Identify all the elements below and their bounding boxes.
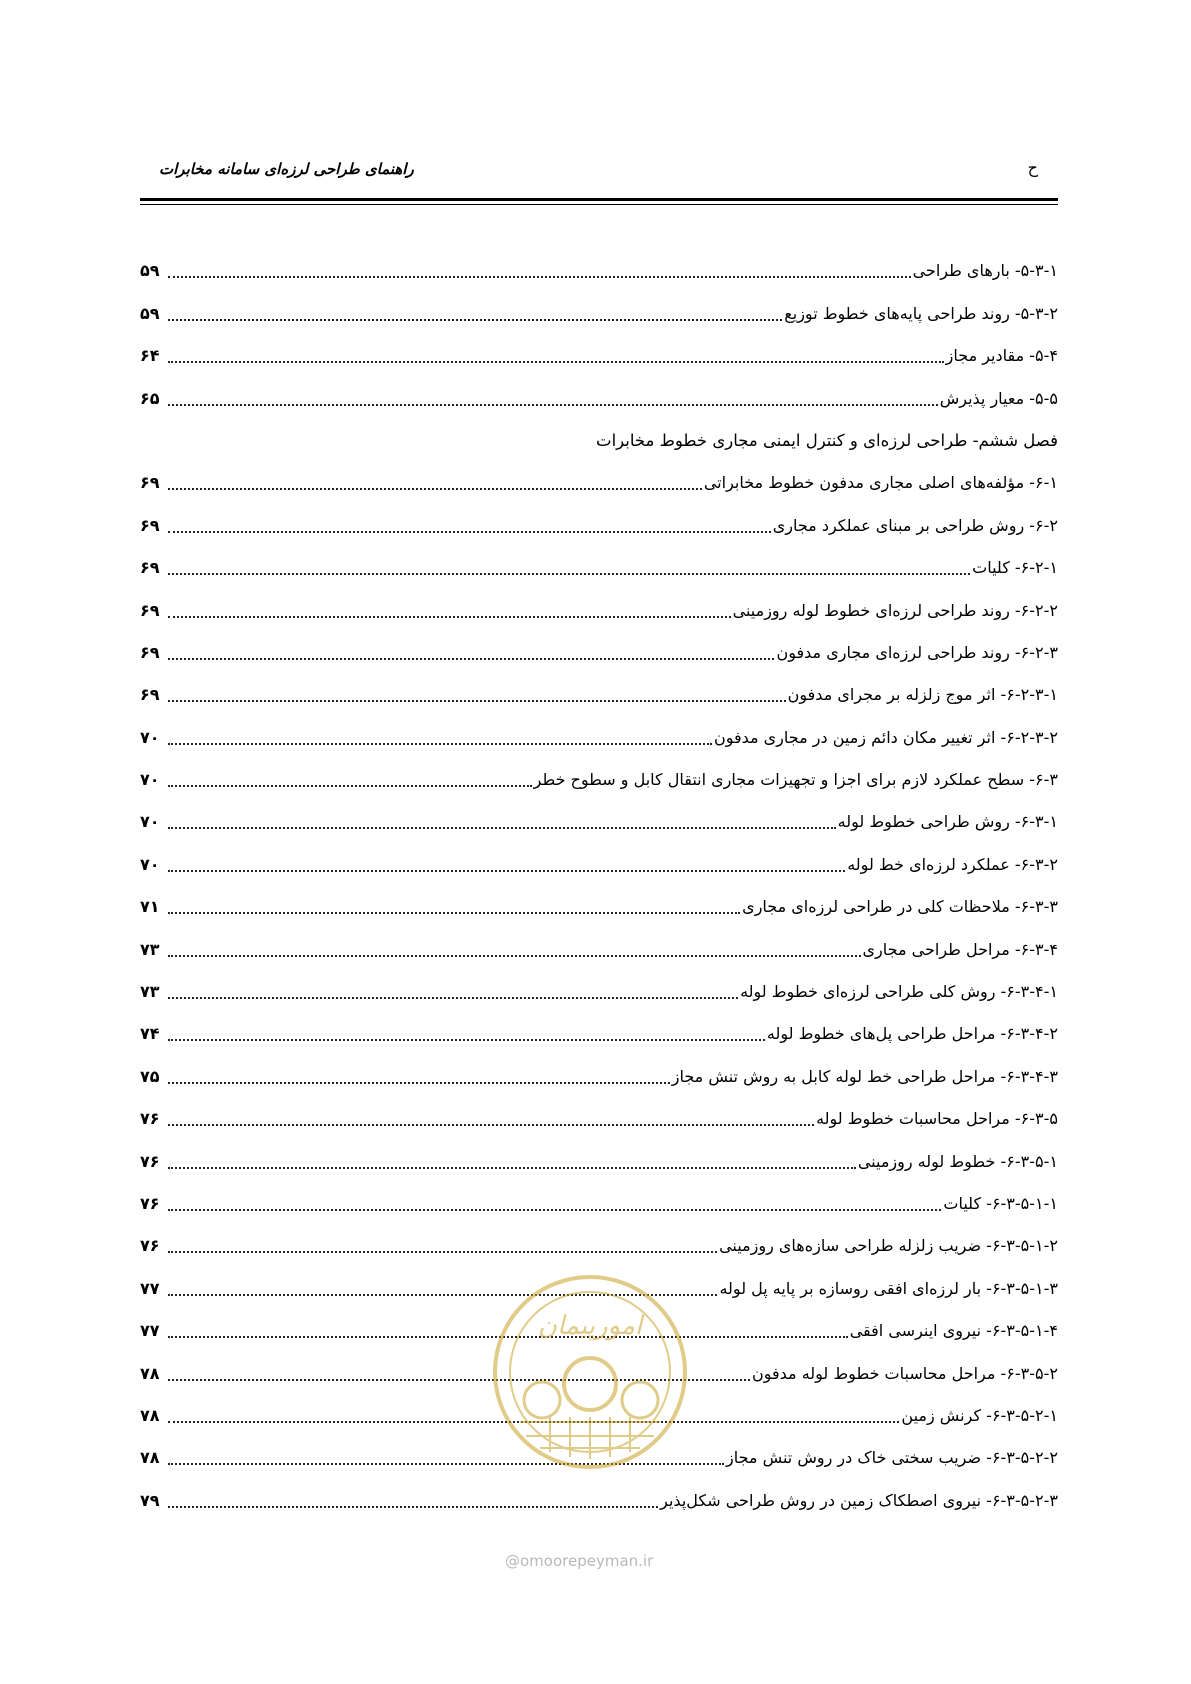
page-number-letter: ح bbox=[1027, 158, 1038, 177]
toc-dot-leader bbox=[168, 1039, 765, 1041]
toc-entry-label: ۶-۳-۴-۲- مراحل طراحی پل‌های خطوط لوله bbox=[766, 1024, 1058, 1044]
toc-page-number: ۷۸ bbox=[140, 1448, 160, 1468]
toc-entry bbox=[140, 668, 1058, 710]
toc-dot-leader bbox=[168, 531, 771, 533]
toc-entry-label: ۵-۳-۲- روند طراحی پایه‌های خطوط توزیع bbox=[784, 303, 1058, 323]
toc-entry bbox=[140, 1134, 1058, 1176]
toc-entry bbox=[140, 626, 1058, 668]
toc-entry bbox=[140, 583, 1058, 625]
toc-dot-leader bbox=[168, 616, 731, 618]
toc-entry bbox=[140, 965, 1058, 1007]
toc-entry-label: ۶-۳-۵-۱-۴- نیروی اینرسی افقی bbox=[849, 1321, 1058, 1341]
toc-entry-label: ۶-۳-۱- روش طراحی خطوط لوله bbox=[837, 812, 1058, 832]
toc-entry-label: ۶-۳-۴-۳- مراحل طراحی خط لوله کابل به روش تنش مجاز bbox=[671, 1066, 1058, 1086]
toc-entry bbox=[140, 795, 1058, 837]
toc-dot-leader bbox=[168, 870, 845, 872]
toc-dot-leader bbox=[168, 1124, 814, 1126]
toc-dot-leader bbox=[168, 361, 944, 363]
toc-entry-label: ۶-۲-۳- روند طراحی لرزه‌ای مجاری مدفون bbox=[776, 642, 1058, 662]
toc-entry-label: ۶-۱- مؤلفه‌های اصلی مجاری مدفون خطوط مخابراتی bbox=[703, 473, 1058, 493]
toc-entry bbox=[140, 1092, 1058, 1134]
toc-entry-label: ۶-۳-۵- مراحل محاسبات خطوط لوله bbox=[816, 1109, 1058, 1129]
toc-page-number: ۷۰ bbox=[140, 812, 160, 832]
toc-entry bbox=[140, 244, 1058, 286]
toc-entry-label: ۶-۳-۵-۱- خطوط لوله روزمینی bbox=[857, 1151, 1058, 1171]
toc-entry-label: ۵-۳-۱- بارهای طراحی bbox=[912, 261, 1058, 281]
toc-page-number: ۷۶ bbox=[140, 1109, 160, 1129]
header-rule-thick bbox=[140, 198, 1058, 201]
toc-dot-leader bbox=[168, 1506, 658, 1508]
toc-entry-label: فصل ششم- طراحی لرزه‌ای و کنترل ایمنی مجاری خطوط مخابرات bbox=[596, 430, 1058, 450]
toc-entry-label: ۶-۳-۵-۲-۲- ضریب سختی خاک در روش تنش مجاز bbox=[725, 1448, 1058, 1468]
toc-entry bbox=[140, 1219, 1058, 1261]
toc-entry-label: ۵-۵- معیار پذیرش bbox=[939, 388, 1058, 408]
toc-page-number: ۷۶ bbox=[140, 1151, 160, 1171]
toc-page-number: ۷۷ bbox=[140, 1321, 160, 1341]
toc-dot-leader bbox=[168, 1167, 856, 1169]
toc-entry bbox=[140, 880, 1058, 922]
toc-dot-leader bbox=[168, 700, 786, 702]
toc-page-number: ۷۹ bbox=[140, 1490, 160, 1510]
toc-page-number: ۷۳ bbox=[140, 939, 160, 959]
toc-dot-leader bbox=[168, 1082, 670, 1084]
toc-dot-leader bbox=[168, 912, 740, 914]
toc-entry-label: ۶-۳-۵-۲- مراحل محاسبات خطوط لوله مدفون bbox=[751, 1363, 1058, 1383]
toc-page-number: ۷۵ bbox=[140, 1066, 160, 1086]
toc-page-number: ۵۹ bbox=[140, 261, 160, 281]
toc-entry-label: ۶-۲-۱- کلیات bbox=[972, 558, 1058, 578]
stamp-text: امورپیمان bbox=[537, 1311, 643, 1341]
toc-entry-label: ۶-۳-۵-۱-۱- کلیات bbox=[943, 1193, 1058, 1213]
toc-entry bbox=[140, 371, 1058, 413]
toc-dot-leader bbox=[168, 785, 532, 787]
toc-dot-leader bbox=[168, 658, 774, 660]
toc-dot-leader bbox=[168, 404, 938, 406]
toc-page-number: ۶۹ bbox=[140, 558, 160, 578]
toc-page-number: ۶۵ bbox=[140, 388, 160, 408]
toc-entry-label: ۶-۳-۵-۱-۲- ضریب زلزله طراحی سازه‌های روزمینی bbox=[719, 1236, 1058, 1256]
toc-dot-leader bbox=[168, 1209, 941, 1211]
watermark-url: @omoorepeyman.ir bbox=[505, 1552, 654, 1570]
toc-dot-leader bbox=[168, 1251, 717, 1253]
toc-entry bbox=[140, 541, 1058, 583]
toc-page-number: ۷۸ bbox=[140, 1363, 160, 1383]
toc-page-number: ۷۷ bbox=[140, 1278, 160, 1298]
toc-entry bbox=[140, 286, 1058, 328]
toc-page-number: ۶۹ bbox=[140, 515, 160, 535]
toc-dot-leader bbox=[168, 488, 702, 490]
toc-page-number: ۶۴ bbox=[140, 346, 160, 366]
toc-page-number: ۷۰ bbox=[140, 770, 160, 790]
toc-chapter-heading bbox=[140, 414, 1058, 456]
toc-page-number: ۶۹ bbox=[140, 473, 160, 493]
toc-page-number: ۷۳ bbox=[140, 982, 160, 1002]
toc-dot-leader bbox=[168, 997, 738, 999]
toc-entry-label: ۵-۴- مقادیر مجاز bbox=[945, 346, 1058, 366]
toc-entry-label: ۶-۳-۵-۱-۳- بار لرزه‌ای افقی روسازه بر پایه پل لوله bbox=[719, 1278, 1058, 1298]
toc-entry bbox=[140, 1049, 1058, 1091]
toc-entry bbox=[140, 922, 1058, 964]
toc-entry bbox=[140, 498, 1058, 540]
toc-page-number: ۶۹ bbox=[140, 600, 160, 620]
toc-page-number: ۶۹ bbox=[140, 642, 160, 662]
toc-page-number: ۷۰ bbox=[140, 727, 160, 747]
toc-entry-label: ۶-۲- روش طراحی بر مبنای عملکرد مجاری bbox=[772, 515, 1058, 535]
toc-dot-leader bbox=[168, 827, 836, 829]
toc-entry bbox=[140, 1177, 1058, 1219]
toc-dot-leader bbox=[168, 955, 861, 957]
toc-entry-label: ۶-۳-۴-۱- روش کلی طراحی لرزه‌ای خطوط لوله bbox=[740, 982, 1058, 1002]
publisher-stamp-icon bbox=[490, 1272, 690, 1472]
toc-entry bbox=[140, 710, 1058, 752]
toc-dot-leader bbox=[168, 319, 782, 321]
toc-dot-leader bbox=[168, 276, 911, 278]
toc-entry-label: ۶-۲-۲- روند طراحی لرزه‌ای خطوط لوله روزمینی bbox=[732, 600, 1058, 620]
toc-page-number: ۷۸ bbox=[140, 1405, 160, 1425]
toc-page-number: ۵۹ bbox=[140, 303, 160, 323]
toc-page-number: ۷۶ bbox=[140, 1193, 160, 1213]
toc-dot-leader bbox=[168, 573, 970, 575]
toc-entry-label: ۶-۳-۲- عملکرد لرزه‌ای خط لوله bbox=[847, 854, 1058, 874]
toc-entry-label: ۶-۲-۳-۲- اثر تغییر مکان دائم زمین در مجاری مدفون bbox=[713, 727, 1058, 747]
toc-entry-label: ۶-۳- سطح عملکرد لازم برای اجزا و تجهیزات مجاری انتقال کابل و سطوح خطر bbox=[533, 770, 1058, 790]
toc-entry-label: ۶-۲-۳-۱- اثر موج زلزله بر مجرای مدفون bbox=[787, 685, 1058, 705]
toc-page-number: ۶۹ bbox=[140, 685, 160, 705]
toc-page-number: ۷۴ bbox=[140, 1024, 160, 1044]
toc-entry-label: ۶-۳-۴- مراحل طراحی مجاری bbox=[862, 939, 1058, 959]
toc-page-number: ۷۱ bbox=[140, 897, 160, 917]
toc-entry bbox=[140, 1473, 1058, 1515]
toc-entry bbox=[140, 753, 1058, 795]
toc-entry bbox=[140, 329, 1058, 371]
toc-entry-label: ۶-۳-۵-۲-۱- کرنش زمین bbox=[901, 1405, 1058, 1425]
toc-entry bbox=[140, 456, 1058, 498]
toc-entry bbox=[140, 1007, 1058, 1049]
document-title: راهنمای طراحی لرزه‌ای سامانه مخابرات bbox=[159, 160, 414, 178]
toc-entry-label: ۶-۳-۳- ملاحظات کلی در طراحی لرزه‌ای مجاری bbox=[742, 897, 1058, 917]
toc-entry bbox=[140, 837, 1058, 879]
toc-entry-label: ۶-۳-۵-۲-۳- نیروی اصطکاک زمین در روش طراحی شکل‌پذیر bbox=[660, 1490, 1058, 1510]
toc-dot-leader bbox=[168, 743, 712, 745]
toc-page-number: ۷۰ bbox=[140, 854, 160, 874]
toc-page-number: ۷۶ bbox=[140, 1236, 160, 1256]
header-rule-thin bbox=[140, 204, 1058, 205]
page-header bbox=[155, 140, 1063, 188]
